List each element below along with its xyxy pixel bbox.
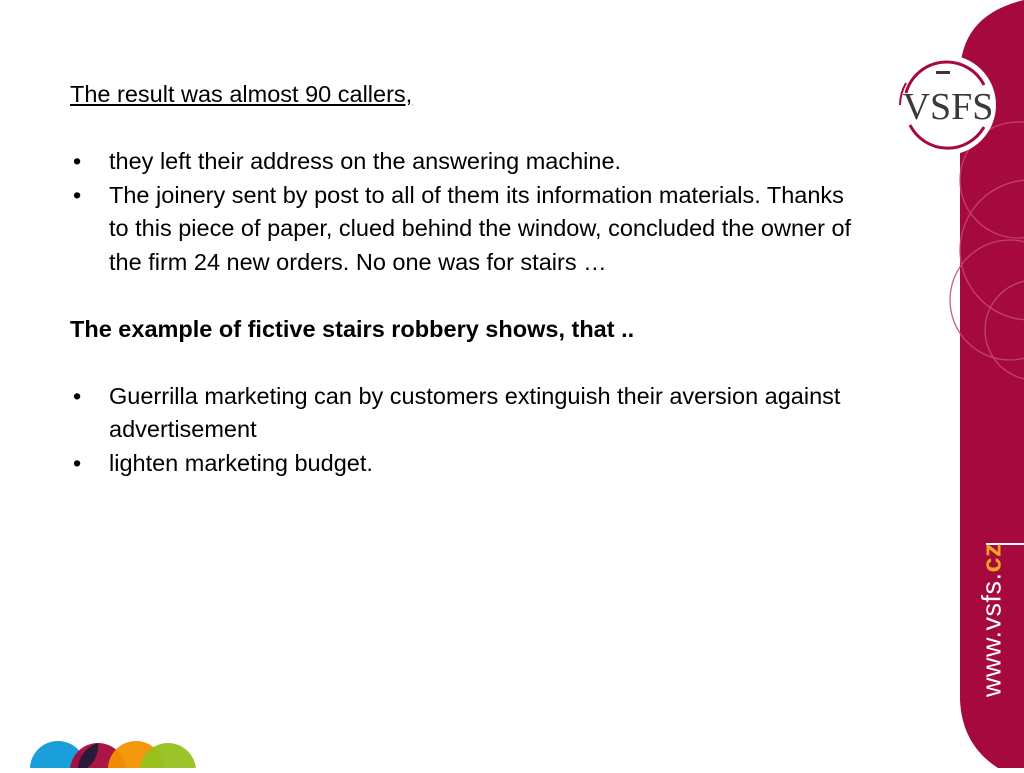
- spacer: [70, 346, 870, 380]
- url-tld-text: cz: [976, 542, 1007, 573]
- website-url-block: [960, 540, 1024, 700]
- list-item: [70, 145, 870, 179]
- bullet-icon: •: [73, 449, 82, 476]
- result-heading: The result was almost 90 callers,: [70, 81, 413, 107]
- list-item: [70, 380, 870, 447]
- logo-lettering: VSFS: [902, 86, 994, 128]
- spacer: [70, 279, 870, 313]
- result-bullet-list: [70, 145, 870, 279]
- list-item: [70, 179, 870, 280]
- bullet-icon: •: [73, 181, 82, 208]
- list-item-text: The joinery sent by post to all of them its information materials. Thanks to this piece of paper, clued behind the window, concluded the owner of the firm 24 new orders. No one was for stairs …: [109, 181, 852, 275]
- bullet-icon: •: [73, 148, 82, 174]
- website-url[interactable]: [977, 543, 1008, 697]
- decorative-circles: [30, 735, 200, 768]
- list-item-text: Guerrilla marketing can by customers extinguish their aversion against advertisement: [109, 382, 841, 442]
- list-item-text: lighten marketing budget.: [109, 449, 373, 476]
- list-item-text: they left their address on the answering machine.: [109, 148, 622, 174]
- vsfs-logo: [892, 55, 1002, 155]
- bullet-icon: •: [73, 382, 82, 409]
- list-item: [70, 447, 870, 481]
- url-main-text: www.vsfs.: [976, 572, 1007, 698]
- slide-content: [70, 78, 870, 480]
- spacer: [70, 112, 870, 146]
- example-heading: The example of fictive stairs robbery shows, that ..: [70, 315, 635, 342]
- conclusion-bullet-list: [70, 380, 870, 481]
